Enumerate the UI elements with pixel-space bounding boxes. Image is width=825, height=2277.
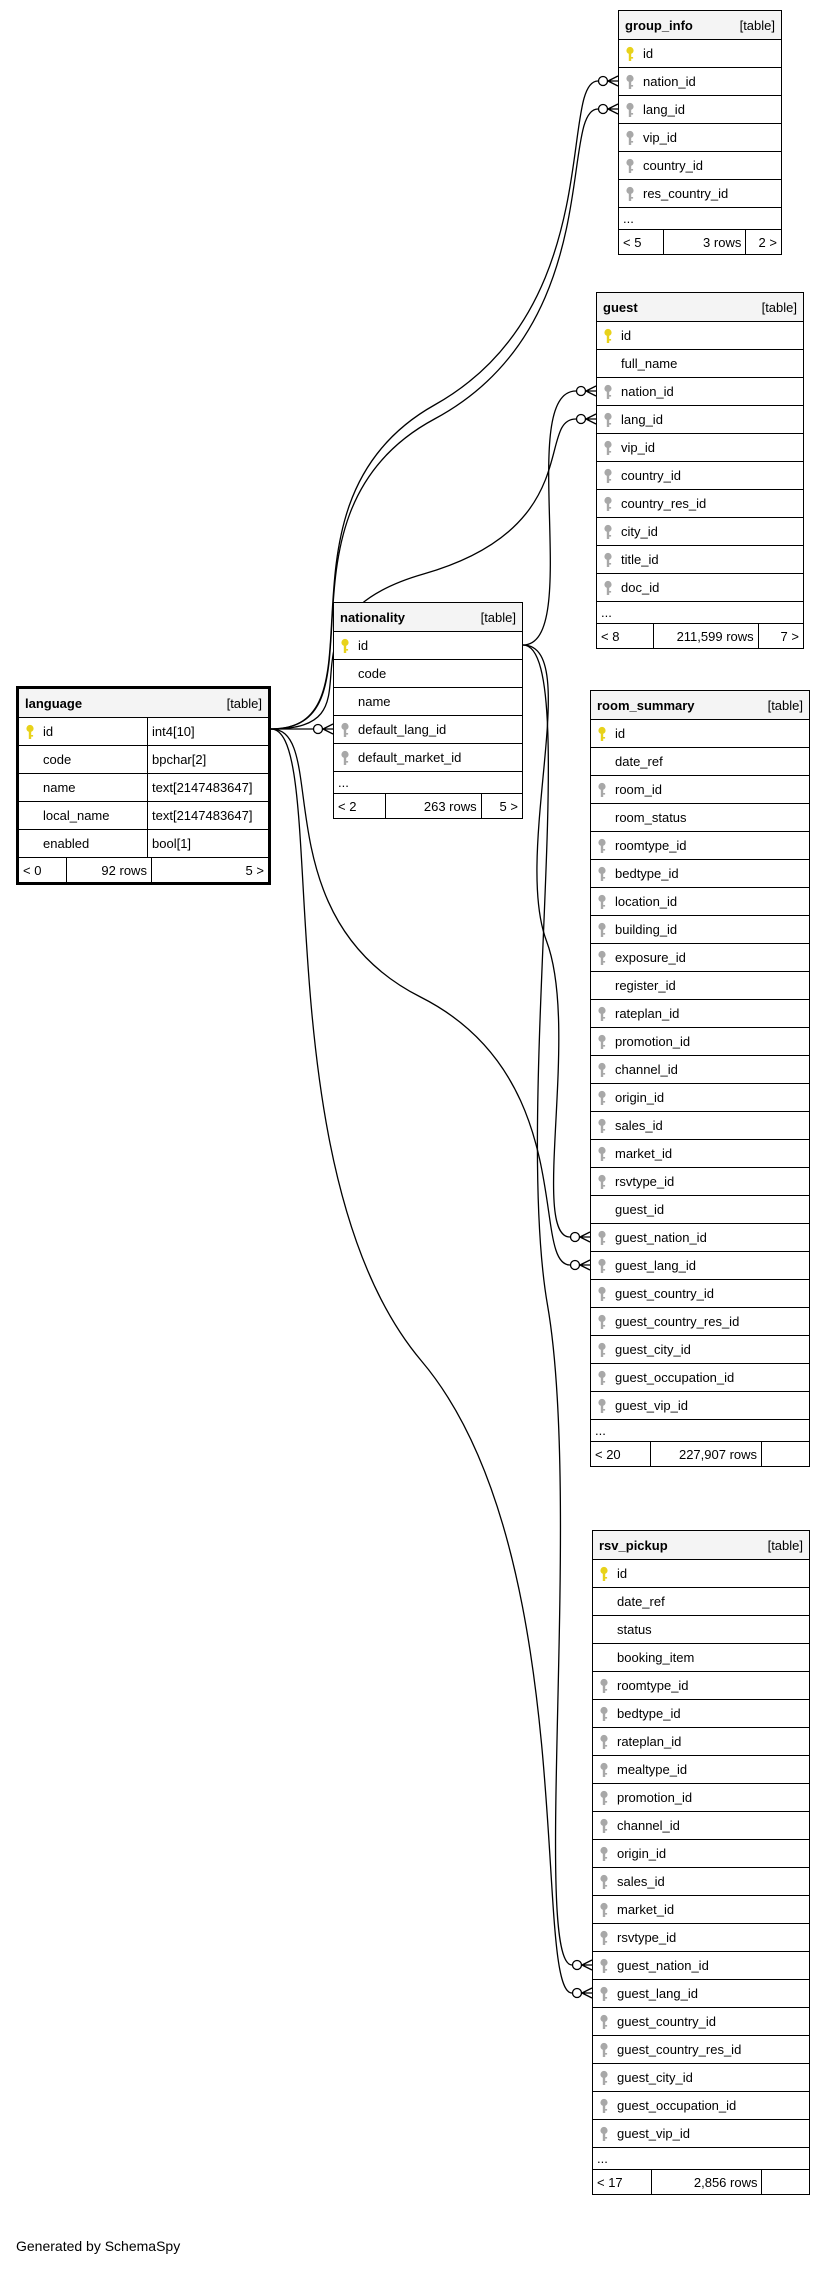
row-count[interactable]: 3 rows [663, 230, 746, 254]
table-name[interactable]: language [25, 695, 83, 711]
more-columns-ellipsis: ... [593, 2148, 809, 2170]
column-name: guest_country_res_id [617, 2042, 742, 2057]
more-columns-ellipsis: ... [619, 208, 781, 230]
column-row[interactable] [591, 1112, 809, 1140]
table-guest[interactable] [596, 292, 804, 649]
foreign-key-icon [334, 722, 356, 738]
column-row[interactable] [591, 1252, 809, 1280]
column-row[interactable] [619, 124, 781, 152]
column-name: id [615, 726, 626, 741]
column-row[interactable] [591, 1336, 809, 1364]
foreign-key-icon [619, 102, 641, 118]
column-row[interactable] [591, 804, 809, 832]
column-row[interactable] [334, 632, 522, 660]
column-row[interactable] [19, 718, 268, 746]
table-nationality[interactable] [333, 602, 523, 819]
foreign-key-icon [619, 74, 641, 90]
table-kind: [table] [739, 17, 775, 33]
children-count[interactable]: 5 > [151, 858, 268, 882]
zero-or-many-marker [573, 1960, 593, 1970]
foreign-key-icon [619, 130, 641, 146]
column-row[interactable] [19, 830, 268, 858]
column-row[interactable] [593, 2092, 809, 2120]
column-row[interactable] [593, 1672, 809, 1700]
foreign-key-icon [593, 1734, 615, 1750]
column-name: roomtype_id [615, 838, 687, 853]
foreign-key-icon [591, 1370, 613, 1386]
column-name: title_id [621, 552, 659, 567]
zero-or-many-marker [571, 1232, 591, 1242]
column-row[interactable] [591, 1084, 809, 1112]
parents-count[interactable]: < 5 [623, 234, 642, 250]
foreign-key-icon [591, 1314, 613, 1330]
foreign-key-icon [591, 1090, 613, 1106]
column-name: guest_city_id [617, 2070, 693, 2085]
column-row[interactable] [593, 2036, 809, 2064]
column-name: roomtype_id [617, 1678, 689, 1693]
column-row[interactable] [591, 1056, 809, 1084]
column-name: guest_id [615, 1202, 665, 1217]
foreign-key-icon [593, 1930, 615, 1946]
column-name: rateplan_id [617, 1734, 682, 1749]
table-name[interactable]: guest [603, 299, 638, 315]
column-name: id [643, 46, 654, 61]
table-footer [334, 794, 522, 818]
foreign-key-icon [597, 524, 619, 540]
column-row[interactable] [19, 802, 268, 830]
foreign-key-icon [593, 1790, 615, 1806]
primary-key-icon [19, 724, 41, 740]
table-header [19, 689, 268, 718]
column-row[interactable] [334, 744, 522, 772]
column-name: guest_vip_id [617, 2126, 690, 2141]
foreign-key-icon [593, 2070, 615, 2086]
zero-or-many-marker [577, 414, 597, 424]
table-kind: [table] [480, 609, 516, 625]
column-name: country_id [621, 468, 681, 483]
foreign-key-icon [619, 186, 641, 202]
column-row[interactable] [591, 1364, 809, 1392]
table-room-summary[interactable] [590, 690, 810, 1467]
column-name: guest_country_id [617, 2014, 717, 2029]
column-name: default_lang_id [358, 722, 447, 737]
parents-count[interactable]: < 17 [597, 2174, 623, 2190]
column-name: channel_id [617, 1818, 680, 1833]
foreign-key-icon [591, 1062, 613, 1078]
column-row[interactable] [593, 2008, 809, 2036]
column-name: guest_vip_id [615, 1398, 688, 1413]
table-footer [597, 624, 803, 648]
column-name: id [43, 724, 54, 739]
column-name: country_id [643, 158, 703, 173]
column-name: register_id [615, 978, 676, 993]
column-name: rsvtype_id [615, 1174, 675, 1189]
foreign-key-icon [593, 1958, 615, 1974]
foreign-key-icon [597, 552, 619, 568]
column-type: text[2147483647] [147, 802, 268, 829]
column-name: market_id [615, 1146, 673, 1161]
column-row[interactable] [591, 972, 809, 1000]
table-language[interactable] [16, 686, 271, 885]
column-name: name [358, 694, 391, 709]
foreign-key-icon [619, 158, 641, 174]
column-name: guest_nation_id [617, 1958, 709, 1973]
column-row[interactable] [593, 1728, 809, 1756]
foreign-key-icon [593, 1678, 615, 1694]
table-kind: [table] [767, 697, 803, 713]
foreign-key-icon [591, 1006, 613, 1022]
zero-or-many-marker [599, 76, 619, 86]
column-row[interactable] [593, 1784, 809, 1812]
table-kind: [table] [761, 299, 797, 315]
column-name: full_name [621, 356, 678, 371]
column-name: mealtype_id [617, 1762, 688, 1777]
relationship-edge [523, 645, 570, 1237]
column-row[interactable] [591, 1392, 809, 1420]
column-row[interactable] [593, 1812, 809, 1840]
column-name: bedtype_id [617, 1706, 681, 1721]
table-footer [619, 230, 781, 254]
column-row[interactable] [19, 774, 268, 802]
primary-key-icon [593, 1566, 615, 1582]
column-name: enabled [43, 836, 90, 851]
column-row[interactable] [334, 688, 522, 716]
column-row[interactable] [593, 1588, 809, 1616]
column-row[interactable] [597, 462, 803, 490]
column-name: bedtype_id [615, 866, 679, 881]
foreign-key-icon [593, 1762, 615, 1778]
column-row[interactable] [593, 1756, 809, 1784]
column-row[interactable] [593, 1700, 809, 1728]
column-name: name [43, 780, 76, 795]
column-row[interactable] [619, 96, 781, 124]
column-row[interactable] [593, 1952, 809, 1980]
foreign-key-icon [597, 384, 619, 400]
primary-key-icon [597, 328, 619, 344]
table-kind: [table] [226, 695, 262, 711]
table-header [334, 603, 522, 632]
column-row[interactable] [593, 1868, 809, 1896]
foreign-key-icon [593, 2126, 615, 2142]
foreign-key-icon [597, 468, 619, 484]
column-name: status [617, 1622, 652, 1637]
foreign-key-icon [591, 1174, 613, 1190]
foreign-key-icon [593, 1846, 615, 1862]
column-row[interactable] [593, 2120, 809, 2148]
foreign-key-icon [597, 496, 619, 512]
relationship-edge [523, 645, 572, 1965]
column-name: local_name [43, 808, 110, 823]
column-name: lang_id [621, 412, 663, 427]
primary-key-icon [619, 46, 641, 62]
column-row[interactable] [591, 720, 809, 748]
foreign-key-icon [591, 838, 613, 854]
column-row[interactable] [593, 1980, 809, 2008]
column-row[interactable] [591, 832, 809, 860]
column-row[interactable] [597, 350, 803, 378]
column-name: res_country_id [643, 186, 729, 201]
column-name: location_id [615, 894, 678, 909]
column-name: city_id [621, 524, 658, 539]
table-name[interactable]: rsv_pickup [599, 1537, 668, 1553]
parents-count[interactable]: < 8 [601, 628, 620, 644]
foreign-key-icon [591, 950, 613, 966]
column-name: room_id [615, 782, 662, 797]
column-row[interactable] [619, 152, 781, 180]
column-name: guest_lang_id [615, 1258, 696, 1273]
column-name: rsvtype_id [617, 1930, 677, 1945]
foreign-key-icon [597, 440, 619, 456]
column-row[interactable] [591, 748, 809, 776]
column-name: booking_item [617, 1650, 695, 1665]
column-name: date_ref [617, 1594, 665, 1609]
column-row[interactable] [593, 1616, 809, 1644]
column-row[interactable] [591, 1308, 809, 1336]
table-name[interactable]: room_summary [597, 697, 695, 713]
table-kind: [table] [767, 1537, 803, 1553]
foreign-key-icon [593, 1706, 615, 1722]
parents-count[interactable]: < 0 [23, 862, 42, 878]
zero-or-many-marker [573, 1988, 593, 1998]
column-row[interactable] [19, 746, 268, 774]
column-name: vip_id [643, 130, 677, 145]
column-name: doc_id [621, 580, 660, 595]
column-row[interactable] [619, 40, 781, 68]
foreign-key-icon [591, 922, 613, 938]
column-row[interactable] [597, 406, 803, 434]
row-count[interactable]: 2,856 rows [651, 2170, 761, 2194]
column-name: market_id [617, 1902, 675, 1917]
column-name: nation_id [621, 384, 674, 399]
column-row[interactable] [334, 716, 522, 744]
column-row[interactable] [591, 1196, 809, 1224]
more-columns-ellipsis: ... [597, 602, 803, 624]
column-name: exposure_id [615, 950, 686, 965]
column-row[interactable] [591, 1140, 809, 1168]
column-row[interactable] [597, 546, 803, 574]
column-name: country_res_id [621, 496, 707, 511]
column-name: guest_occupation_id [617, 2098, 737, 2113]
column-type: bool[1] [147, 830, 268, 857]
column-row[interactable] [591, 776, 809, 804]
foreign-key-icon [597, 412, 619, 428]
column-name: id [617, 1566, 628, 1581]
foreign-key-icon [334, 750, 356, 766]
foreign-key-icon [591, 1258, 613, 1274]
column-name: guest_country_id [615, 1286, 715, 1301]
column-row[interactable] [619, 180, 781, 208]
column-name: id [621, 328, 632, 343]
column-row[interactable] [597, 574, 803, 602]
foreign-key-icon [591, 1342, 613, 1358]
generated-by-footer: Generated by SchemaSpy [16, 2238, 181, 2254]
column-row[interactable] [591, 1028, 809, 1056]
table-rsv-pickup[interactable] [592, 1530, 810, 2195]
column-name: guest_lang_id [617, 1986, 698, 2001]
column-name: lang_id [643, 102, 685, 117]
column-name: date_ref [615, 754, 663, 769]
column-name: guest_occupation_id [615, 1370, 735, 1385]
foreign-key-icon [593, 1874, 615, 1890]
primary-key-icon [334, 638, 356, 654]
column-row[interactable] [591, 888, 809, 916]
row-count[interactable]: 227,907 rows [650, 1442, 761, 1466]
column-name: origin_id [615, 1090, 665, 1105]
column-type: text[2147483647] [147, 774, 268, 801]
foreign-key-icon [593, 1818, 615, 1834]
column-type: int4[10] [147, 718, 268, 745]
parents-count[interactable]: < 2 [338, 798, 357, 814]
column-name: promotion_id [617, 1790, 693, 1805]
column-name: rateplan_id [615, 1006, 680, 1021]
row-count[interactable]: 92 rows [66, 858, 151, 882]
children-count[interactable]: 5 > [481, 794, 522, 818]
column-name: building_id [615, 922, 678, 937]
relationship-edge [271, 729, 572, 1993]
column-name: vip_id [621, 440, 655, 455]
column-row[interactable] [597, 490, 803, 518]
foreign-key-icon [591, 866, 613, 882]
table-footer [593, 2170, 809, 2194]
table-header [591, 691, 809, 720]
zero-or-many-marker [571, 1260, 591, 1270]
column-name: origin_id [617, 1846, 667, 1861]
column-type: bpchar[2] [147, 746, 268, 773]
column-row[interactable] [593, 1560, 809, 1588]
column-row[interactable] [591, 1168, 809, 1196]
column-row[interactable] [591, 1280, 809, 1308]
column-row[interactable] [597, 518, 803, 546]
column-row[interactable] [593, 1924, 809, 1952]
column-name: nation_id [643, 74, 696, 89]
foreign-key-icon [591, 782, 613, 798]
foreign-key-icon [593, 2042, 615, 2058]
column-name: sales_id [617, 1874, 665, 1889]
column-name: sales_id [615, 1118, 663, 1133]
column-name: default_market_id [358, 750, 462, 765]
column-name: code [358, 666, 387, 681]
foreign-key-icon [591, 1146, 613, 1162]
foreign-key-icon [593, 2098, 615, 2114]
column-row[interactable] [334, 660, 522, 688]
foreign-key-icon [591, 1286, 613, 1302]
foreign-key-icon [593, 2014, 615, 2030]
zero-or-many-marker [577, 386, 597, 396]
children-count[interactable]: 7 > [758, 624, 803, 648]
foreign-key-icon [591, 1398, 613, 1414]
foreign-key-icon [591, 1118, 613, 1134]
children-count[interactable] [761, 1442, 809, 1466]
more-columns-ellipsis: ... [334, 772, 522, 794]
column-row[interactable] [591, 944, 809, 972]
children-count[interactable] [761, 2170, 809, 2194]
foreign-key-icon [591, 1230, 613, 1246]
foreign-key-icon [591, 1034, 613, 1050]
column-row[interactable] [591, 916, 809, 944]
relationship-edge [523, 391, 576, 645]
column-row[interactable] [591, 1224, 809, 1252]
table-name[interactable]: nationality [340, 609, 406, 625]
more-columns-ellipsis: ... [591, 1420, 809, 1442]
column-name: guest_city_id [615, 1342, 691, 1357]
table-header [597, 293, 803, 322]
column-name: guest_country_res_id [615, 1314, 740, 1329]
column-name: guest_nation_id [615, 1230, 707, 1245]
column-row[interactable] [597, 378, 803, 406]
column-row[interactable] [591, 1000, 809, 1028]
column-name: room_status [615, 810, 687, 825]
column-row[interactable] [593, 2064, 809, 2092]
children-count[interactable]: 2 > [745, 230, 781, 254]
column-name: id [358, 638, 369, 653]
primary-key-icon [591, 726, 613, 742]
table-header [593, 1531, 809, 1560]
foreign-key-icon [597, 580, 619, 596]
column-row[interactable] [597, 322, 803, 350]
column-row[interactable] [593, 1840, 809, 1868]
row-count[interactable]: 263 rows [385, 794, 481, 818]
column-row[interactable] [619, 68, 781, 96]
column-row[interactable] [593, 1644, 809, 1672]
zero-or-many-marker [314, 724, 334, 734]
foreign-key-icon [591, 894, 613, 910]
table-header [619, 11, 781, 40]
column-name: code [43, 752, 72, 767]
zero-or-many-marker [599, 104, 619, 114]
column-row[interactable] [597, 434, 803, 462]
parents-count[interactable]: < 20 [595, 1446, 621, 1462]
table-group-info[interactable] [618, 10, 782, 255]
row-count[interactable]: 211,599 rows [653, 624, 758, 648]
table-name[interactable]: group_info [625, 17, 693, 33]
column-name: channel_id [615, 1062, 678, 1077]
foreign-key-icon [593, 1986, 615, 2002]
column-row[interactable] [591, 860, 809, 888]
table-footer [591, 1442, 809, 1466]
table-footer [19, 858, 268, 882]
column-name: promotion_id [615, 1034, 691, 1049]
column-row[interactable] [593, 1896, 809, 1924]
foreign-key-icon [593, 1902, 615, 1918]
